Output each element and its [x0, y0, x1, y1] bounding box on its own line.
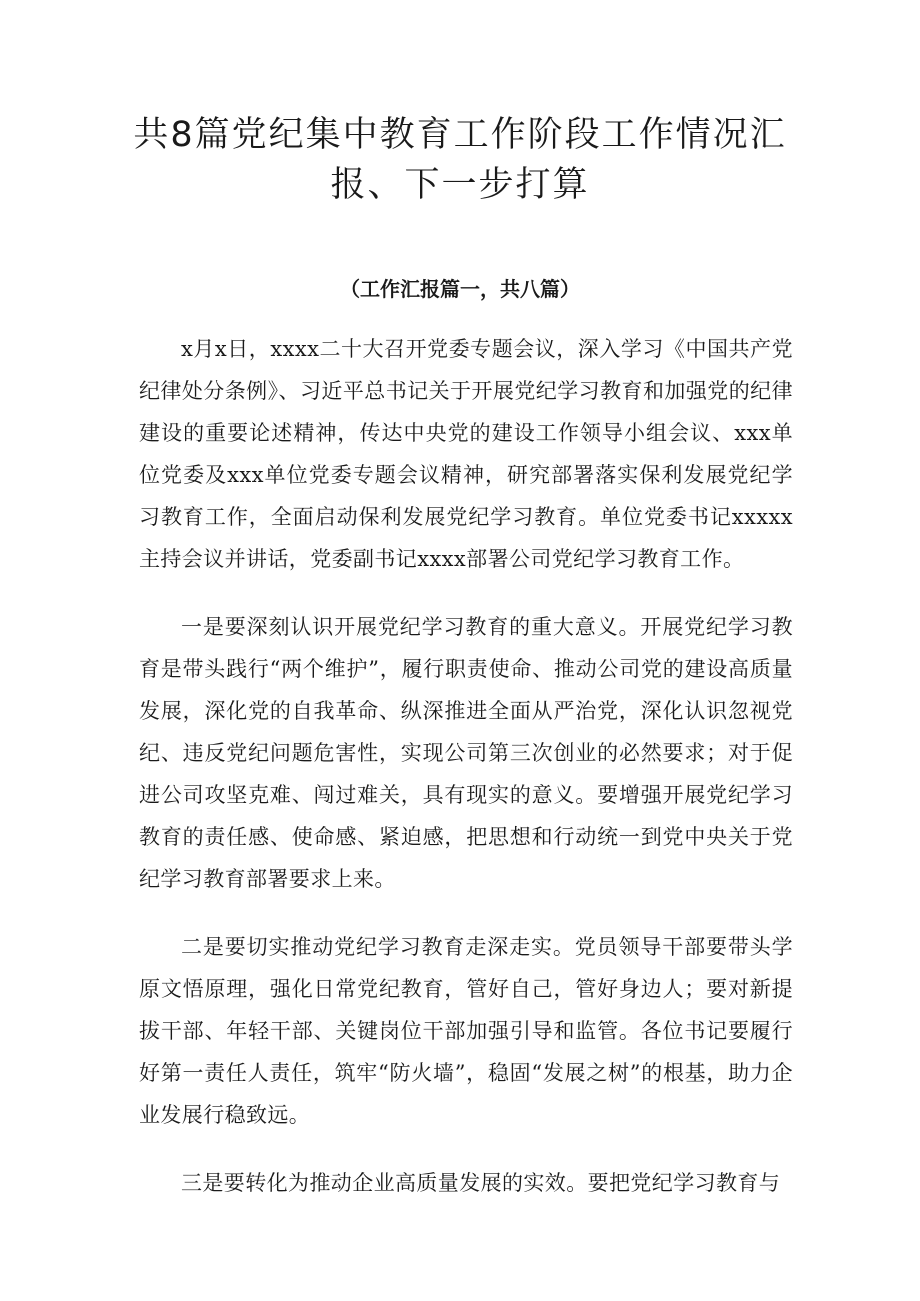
document-title-line-2: 报、下一步打算: [330, 165, 590, 205]
paragraph-3: 二是要切实推动党纪学习教育走深走实。党员领导干部要带头学原文悟原理，强化日常党纪教育，管好自己，管好身边人；要对新提拔干部、年轻干部、关键岗位干部加强引导和监管。各位书记要履行好第一责任人责任，筑牢“防火墙”，稳固“发展之树”的根基，助力企业发展行稳致远。: [139, 935, 793, 1127]
document-title: [120, 110, 800, 210]
document-title-line-1: 共8篇党纪集中教育工作阶段工作情况汇: [133, 115, 787, 155]
document-subtitle: （工作汇报篇一，共八篇）: [340, 277, 580, 301]
paragraph-4: 三是要转化为推动企业高质量发展的实效。要把党纪学习教育与: [181, 1171, 781, 1195]
paragraph-1: x月x日，xxxx二十大召开党委专题会议，深入学习《中国共产党纪律处分条例》、习近平总书记关于开展党纪学习教育和加强党的纪律建设的重要论述精神，传达中央党的建设工作领导小组会议、xxx单位党委及xxx单位党委专题会议精神，研究部署落实保利发展党纪学习教育工作，全面启动保利发展党纪学习教育。单位党委书记xxxxx主持会议并讲话，党委副书记xxxx部署公司党纪学习教育工作。: [139, 337, 793, 571]
paragraph-2: 一是要深刻认识开展党纪学习教育的重大意义。开展党纪学习教育是带头践行“两个维护”，履行职责使命、推动公司党的建设高质量发展，深化党的自我革命、纵深推进全面从严治党，深化认识忽视党纪、违反党纪问题危害性，实现公司第三次创业的必然要求；对于促进公司攻坚克难、闯过难关，具有现实的意义。要增强开展党纪学习教育的责任感、使命感、紧迫感，把思想和行动统一到党中央关于党纪学习教育部署要求上来。: [139, 615, 793, 891]
document-body: [139, 328, 793, 1230]
